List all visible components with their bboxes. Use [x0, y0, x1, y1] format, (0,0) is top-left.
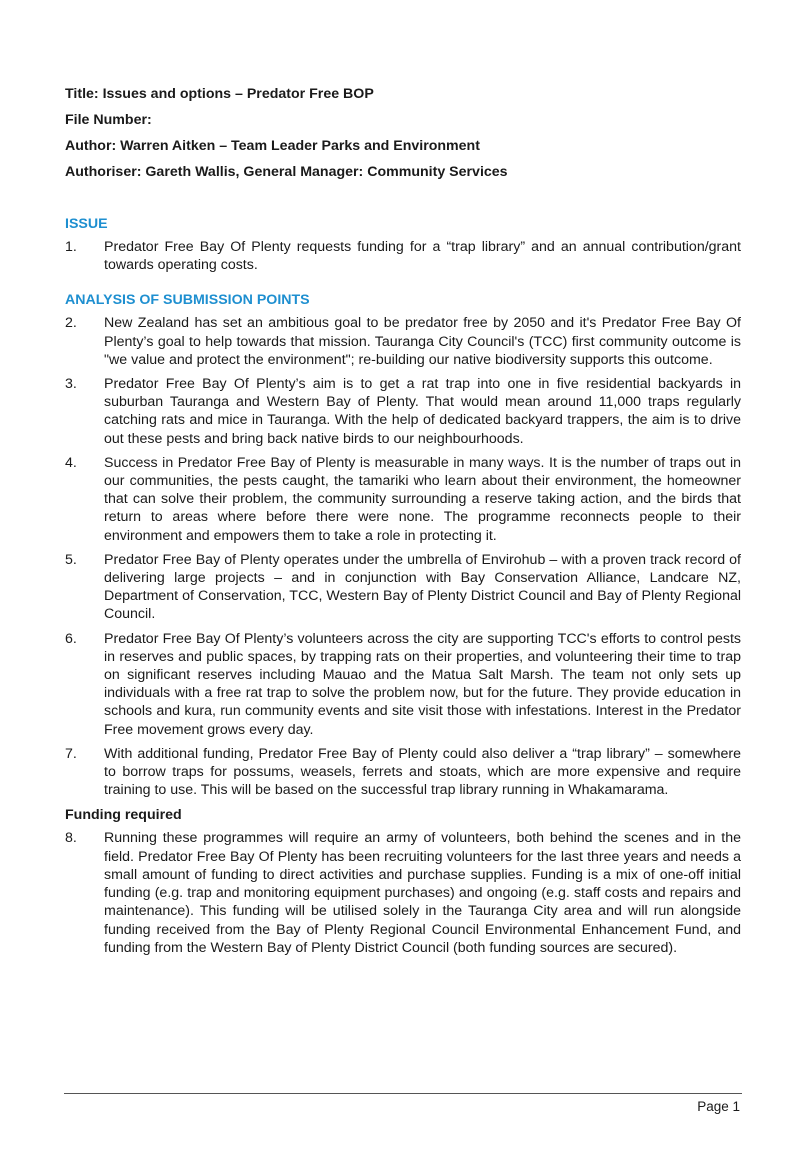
- authoriser-line: Authoriser: Gareth Wallis, General Manager: Community Services: [65, 164, 508, 180]
- paragraph-number: 7.: [65, 745, 77, 762]
- issue-heading: ISSUE: [65, 216, 108, 232]
- paragraph-number: 4.: [65, 454, 77, 471]
- analysis-heading: ANALYSIS OF SUBMISSION POINTS: [65, 292, 310, 309]
- paragraph-text: Predator Free Bay Of Plenty requests funding for a “trap library” and an annual contribution/grant towards operating costs.: [104, 239, 741, 274]
- footer-divider: [64, 1093, 742, 1094]
- document-metadata: [65, 84, 745, 188]
- document-title: Title: Issues and options – Predator Free BOP: [65, 86, 374, 102]
- file-number: File Number:: [65, 112, 152, 128]
- paragraph-5: [65, 551, 741, 624]
- paragraph-text: Predator Free Bay Of Plenty’s volunteers across the city are supporting TCC's efforts to control pests in reserves and public spaces, by trapping rats on their properties, and volunteering their time to trap on significant reserves including Mauao and the Matua Salt Marsh. The team not only sets up individuals with a free rat trap to solve the problem now, but for the future. They provide education in schools and kura, run community events and site visit those with infestations. Interest in the Predator Free movement grows every day.: [104, 630, 741, 738]
- document-body: [65, 214, 741, 963]
- paragraph-4: [65, 454, 741, 545]
- paragraph-text: Predator Free Bay Of Plenty’s aim is to get a rat trap into one in five residential backyards in suburban Tauranga and Western Bay of Plenty. That would mean around 11,000 traps regularly catching rats and mice in Tauranga. With the help of dedicated backyard trappers, the aim is to drive out these pests and bring back native birds to our neighbourhoods.: [104, 376, 741, 447]
- paragraph-8: [65, 829, 741, 956]
- paragraph-text: New Zealand has set an ambitious goal to be predator free by 2050 and it's Predator Free Bay Of Plenty’s goal to help towards that mission. Tauranga City Council's (TCC) first community outcome is "we value and protect the environment"; re-building our native biodiversity supports this outcome.: [104, 315, 741, 368]
- paragraph-number: 2.: [65, 315, 77, 332]
- paragraph-7: [65, 745, 741, 800]
- paragraph-2: [65, 314, 741, 369]
- spacer: [65, 280, 741, 290]
- author-line: Author: Warren Aitken – Team Leader Parks and Environment: [65, 138, 480, 154]
- paragraph-6: [65, 630, 741, 739]
- paragraph-number: 3.: [65, 376, 77, 393]
- page-number: Page 1: [697, 1099, 740, 1114]
- paragraph-3: [65, 375, 741, 448]
- paragraph-number: 1.: [65, 239, 77, 255]
- funding-heading: Funding required: [65, 807, 182, 824]
- paragraph-text: With additional funding, Predator Free Bay of Plenty could also deliver a “trap library” – somewhere to borrow traps for possums, weasels, ferrets and stoats, which are more expensive and require training to use. This will be based on the successful trap library running in Whakamarama.: [104, 745, 741, 799]
- paragraph-text: Running these programmes will require an army of volunteers, both behind the scenes and in the field. Predator Free Bay Of Plenty has been recruiting volunteers for the last three years and needs a small amount of funding to direct activities and purchase supplies. Funding is a mix of one-off initial funding (e.g. trap and monitoring equipment purchases) and ongoing (e.g. staff costs and repairs and maintenance). This funding will be utilised solely in the Tauranga City area and will run alongside funding received from the Bay of Plenty Regional Council Environmental Enhancement Fund, and funding from the Western Bay of Plenty District Council (both funding sources are secured).: [104, 830, 741, 956]
- paragraph-text: Predator Free Bay of Plenty operates under the umbrella of Envirohub – with a proven track record of delivering large projects – and in conjunction with Bay Conservation Alliance, Landcare NZ, Department of Conservation, TCC, Western Bay of Plenty District Council and Bay of Plenty Regional Council.: [104, 551, 741, 623]
- paragraph-1: [65, 238, 741, 274]
- paragraph-number: 6.: [65, 630, 77, 647]
- paragraph-number: 8.: [65, 830, 77, 847]
- paragraph-text: Success in Predator Free Bay of Plenty is measurable in many ways. It is the number of traps out in our communities, the pests caught, the tamariki who learn about their environment, the homeowner that can solve their problem, the community surrounding a reserve taking action, and the birds that return to areas where before there were none. The programme reconnects people to their environment and empowers them to take a role in protecting it.: [104, 454, 741, 544]
- paragraph-number: 5.: [65, 551, 77, 568]
